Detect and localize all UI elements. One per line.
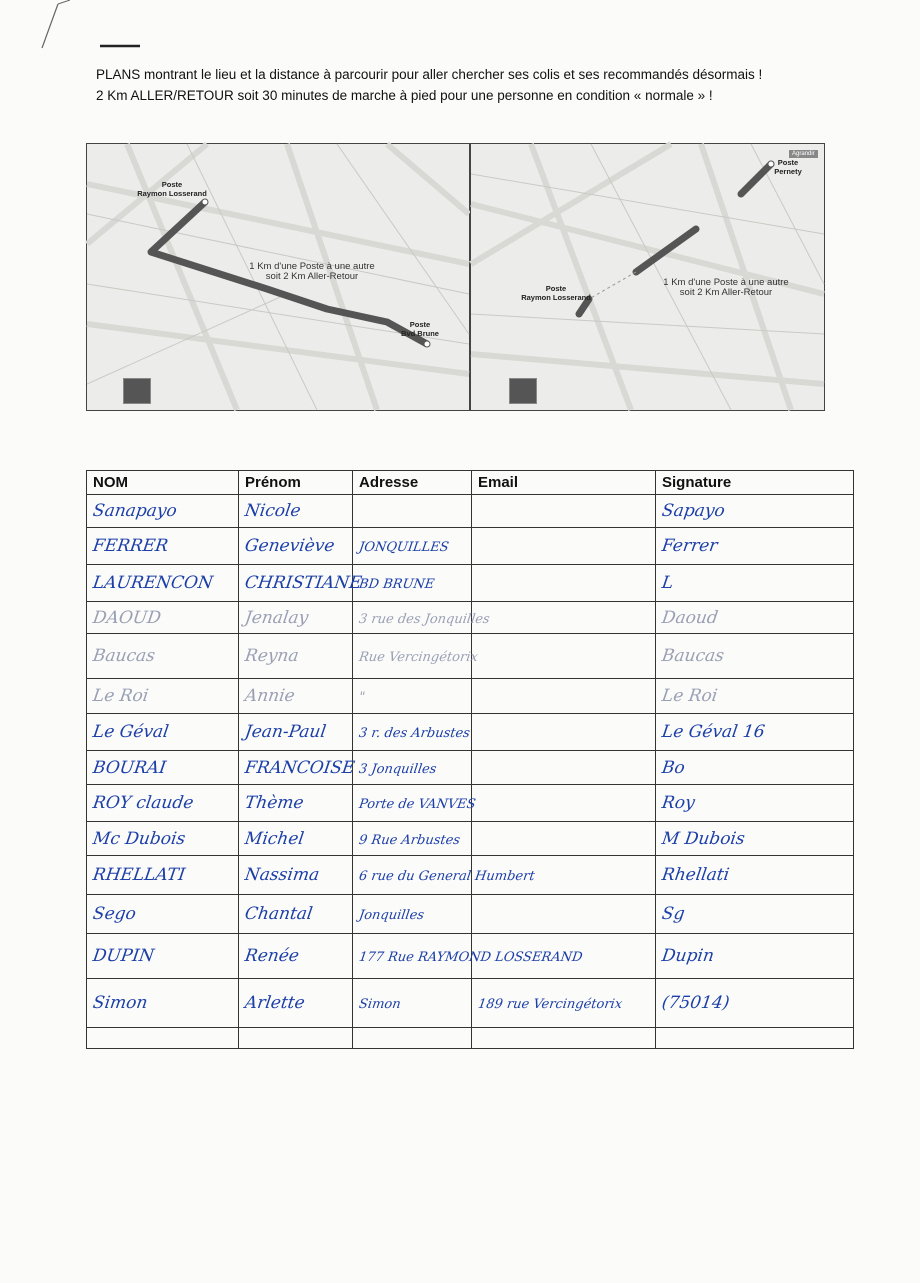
cell-prenom-text: Geneviève <box>243 536 336 556</box>
cell-nom <box>87 565 239 602</box>
cell-prenom <box>239 714 353 751</box>
cell-signature-text: Rhellati <box>660 865 731 885</box>
cell-nom <box>87 528 239 565</box>
cell-signature-text: Le Roi <box>660 686 719 706</box>
map-right-layer-thumbnail[interactable] <box>509 378 537 404</box>
cell-nom <box>87 714 239 751</box>
cell-nom <box>87 934 239 979</box>
cell-nom <box>87 785 239 822</box>
cell-email <box>472 679 656 714</box>
map-right-start-label: Poste Raymon Losserand <box>521 284 591 302</box>
cell-prenom <box>239 679 353 714</box>
cell-adresse-text: 3 rue des Jonquilles <box>357 611 491 627</box>
table-row <box>87 714 854 751</box>
signature-table <box>86 470 854 1049</box>
cell-email <box>472 822 656 856</box>
cell-nom <box>87 751 239 785</box>
cell-adresse <box>353 979 472 1028</box>
column-header-nom: NOM <box>87 471 239 495</box>
cell-prenom-text: Arlette <box>243 993 307 1013</box>
cell-signature <box>656 528 854 565</box>
cell-adresse <box>353 495 472 528</box>
table-row <box>87 602 854 634</box>
cell-prenom <box>239 634 353 679</box>
cell-nom <box>87 495 239 528</box>
cell-nom <box>87 822 239 856</box>
table-row <box>87 751 854 785</box>
map-left <box>86 143 470 411</box>
cell-email <box>472 528 656 565</box>
table-row <box>87 679 854 714</box>
cell-signature-text: Ferrer <box>660 536 719 556</box>
cell-prenom-text: Renée <box>243 946 301 966</box>
cell-prenom <box>239 1028 353 1049</box>
cell-nom <box>87 979 239 1028</box>
cell-prenom <box>239 495 353 528</box>
cell-signature-text: Bo <box>660 757 687 778</box>
cell-signature <box>656 634 854 679</box>
cell-signature-text: Baucas <box>660 646 726 666</box>
cell-adresse <box>353 528 472 565</box>
cell-adresse-text: BD BRUNE <box>357 577 436 592</box>
cell-email <box>472 979 656 1028</box>
cell-email-text: 189 rue Vercingétorix <box>476 997 624 1012</box>
cell-prenom-text: Jean-Paul <box>243 722 328 742</box>
cell-email <box>472 1028 656 1049</box>
map-right <box>470 143 825 411</box>
column-header-email: Email <box>472 471 656 495</box>
cell-signature-text: L <box>660 573 675 593</box>
map-left-start-label: Poste Raymon Losserand <box>137 180 207 198</box>
cell-adresse-text: 9 Rue Arbustes <box>357 832 462 848</box>
table-row <box>87 785 854 822</box>
table-row <box>87 495 854 528</box>
cell-signature-text: Daoud <box>660 607 720 628</box>
column-header-adresse: Adresse <box>353 471 472 495</box>
cell-prenom <box>239 895 353 934</box>
cell-prenom <box>239 602 353 634</box>
cell-prenom-text: Michel <box>243 828 306 849</box>
table-row <box>87 934 854 979</box>
document-header <box>96 64 886 106</box>
cell-adresse <box>353 785 477 822</box>
table-row <box>87 979 854 1028</box>
cell-adresse <box>353 679 472 714</box>
cell-prenom-text: Nicole <box>243 501 302 521</box>
cell-prenom-text: Nassima <box>243 865 321 885</box>
cell-nom-text: Le Roi <box>91 686 150 706</box>
cell-signature <box>656 1028 854 1049</box>
cell-signature <box>656 565 854 602</box>
cell-prenom <box>239 565 364 602</box>
cell-signature <box>656 856 854 895</box>
cell-adresse <box>353 934 584 979</box>
cell-signature-text: Sg <box>660 904 686 924</box>
cell-nom-text: Baucas <box>91 646 157 666</box>
cell-adresse-text: Jonquilles <box>357 908 426 923</box>
column-header-signature: Signature <box>656 471 854 495</box>
cell-nom-text: FERRER <box>91 536 170 556</box>
map-left-end-label: Poste Bvd Brune <box>401 320 439 338</box>
cell-signature <box>656 895 854 934</box>
cell-signature <box>656 785 854 822</box>
cell-email <box>472 634 656 679</box>
cell-nom <box>87 856 239 895</box>
cell-nom-text: DAOUD <box>91 607 163 628</box>
cell-email <box>472 495 656 528</box>
cell-prenom <box>239 751 356 785</box>
cell-email <box>472 602 656 634</box>
cell-nom-text: BOURAI <box>91 757 168 778</box>
cell-email <box>472 895 656 934</box>
cell-email <box>472 565 656 602</box>
cell-signature <box>656 934 854 979</box>
cell-nom <box>87 602 239 634</box>
cell-adresse <box>353 856 536 895</box>
cell-nom <box>87 1028 239 1049</box>
cell-signature <box>656 679 854 714</box>
cell-email <box>472 751 656 785</box>
table-body <box>87 495 854 1049</box>
cell-signature <box>656 822 854 856</box>
table-row <box>87 895 854 934</box>
column-header-prenom: Prénom <box>239 471 353 495</box>
cell-signature <box>656 602 854 634</box>
cell-adresse <box>353 1028 472 1049</box>
cell-nom-text: Sego <box>91 904 138 924</box>
cell-prenom <box>239 979 353 1028</box>
header-line-2: 2 Km ALLER/RETOUR soit 30 minutes de marche à pied pour une personne en condition « normale » ! <box>96 88 713 103</box>
cell-signature <box>656 714 854 751</box>
cell-email <box>472 714 656 751</box>
cell-prenom-text: Thème <box>243 793 305 813</box>
cell-prenom <box>239 822 353 856</box>
map-right-end-label: Poste Pernety <box>774 158 802 176</box>
cell-nom-text: Sanapayo <box>91 501 179 521</box>
cell-nom-text: Mc Dubois <box>91 828 187 849</box>
cell-nom-text: Simon <box>91 993 149 1013</box>
cell-adresse <box>353 634 479 679</box>
scan-dash-mark <box>100 44 142 48</box>
cell-signature <box>656 751 854 785</box>
cell-prenom-text: FRANCOISE <box>243 757 356 778</box>
cell-signature-text: (75014) <box>660 993 731 1013</box>
cell-adresse <box>353 895 472 934</box>
cell-adresse <box>353 565 472 602</box>
cell-adresse <box>353 822 472 856</box>
header-line-1: PLANS montrant le lieu et la distance à parcourir pour aller chercher ses colis et ses recommandés désormais ! <box>96 67 763 82</box>
cell-prenom-text: Annie <box>243 686 297 706</box>
cell-prenom <box>239 785 353 822</box>
map-left-caption: 1 Km d'une Poste à une autre soit 2 Km Aller-Retour <box>249 261 375 282</box>
cell-prenom-text: CHRISTIANE <box>243 573 364 593</box>
cell-signature-text: Dupin <box>660 946 716 966</box>
cell-prenom-text: Chantal <box>243 904 314 924</box>
cell-adresse <box>353 751 472 785</box>
cell-signature-text: Sapayo <box>660 501 727 521</box>
cell-adresse-text: 3 r. des Arbustes <box>357 726 471 741</box>
cell-signature-text: Le Géval 16 <box>660 722 767 742</box>
cell-adresse-text: Rue Vercingétorix <box>357 650 479 665</box>
map-right-enlarge-button[interactable]: Agrandir <box>789 150 818 158</box>
cell-adresse-text: 3 Jonquilles <box>357 761 438 777</box>
cell-prenom-text: Reyna <box>243 646 300 666</box>
cell-adresse-text: Simon <box>357 997 402 1012</box>
cell-nom-text: LAURENCON <box>91 573 215 593</box>
cell-nom <box>87 895 239 934</box>
scan-corner-mark <box>30 0 70 50</box>
map-left-layer-thumbnail[interactable] <box>123 378 151 404</box>
table-row <box>87 822 854 856</box>
cell-nom-text: RHELLATI <box>91 865 187 885</box>
cell-prenom <box>239 856 353 895</box>
cell-signature <box>656 495 854 528</box>
cell-nom <box>87 679 239 714</box>
table-row <box>87 1028 854 1049</box>
table-row <box>87 856 854 895</box>
cell-nom <box>87 634 239 679</box>
cell-adresse-text: 177 Rue RAYMOND LOSSERAND <box>357 950 584 965</box>
cell-prenom <box>239 528 353 565</box>
cell-email <box>472 785 656 822</box>
cell-nom-text: ROY claude <box>91 793 195 813</box>
cell-adresse-text: " <box>357 690 367 705</box>
cell-signature-text: M Dubois <box>660 828 747 849</box>
cell-adresse <box>353 602 491 634</box>
cell-prenom <box>239 934 353 979</box>
cell-prenom-text: Jenalay <box>243 607 310 628</box>
table-row <box>87 528 854 565</box>
cell-signature-text: Roy <box>660 793 697 813</box>
cell-adresse-text: JONQUILLES <box>357 540 450 555</box>
cell-signature <box>656 979 854 1028</box>
table-row <box>87 634 854 679</box>
cell-adresse-text: 6 rue du General Humbert <box>357 869 536 884</box>
map-right-caption: 1 Km d'une Poste à une autre soit 2 Km Aller-Retour <box>663 277 789 298</box>
table-row <box>87 565 854 602</box>
cell-nom-text: Le Géval <box>91 722 170 742</box>
cell-nom-text: DUPIN <box>91 946 156 966</box>
cell-adresse <box>353 714 472 751</box>
cell-adresse-text: Porte de VANVES <box>357 797 477 812</box>
table-header-row <box>87 471 854 495</box>
